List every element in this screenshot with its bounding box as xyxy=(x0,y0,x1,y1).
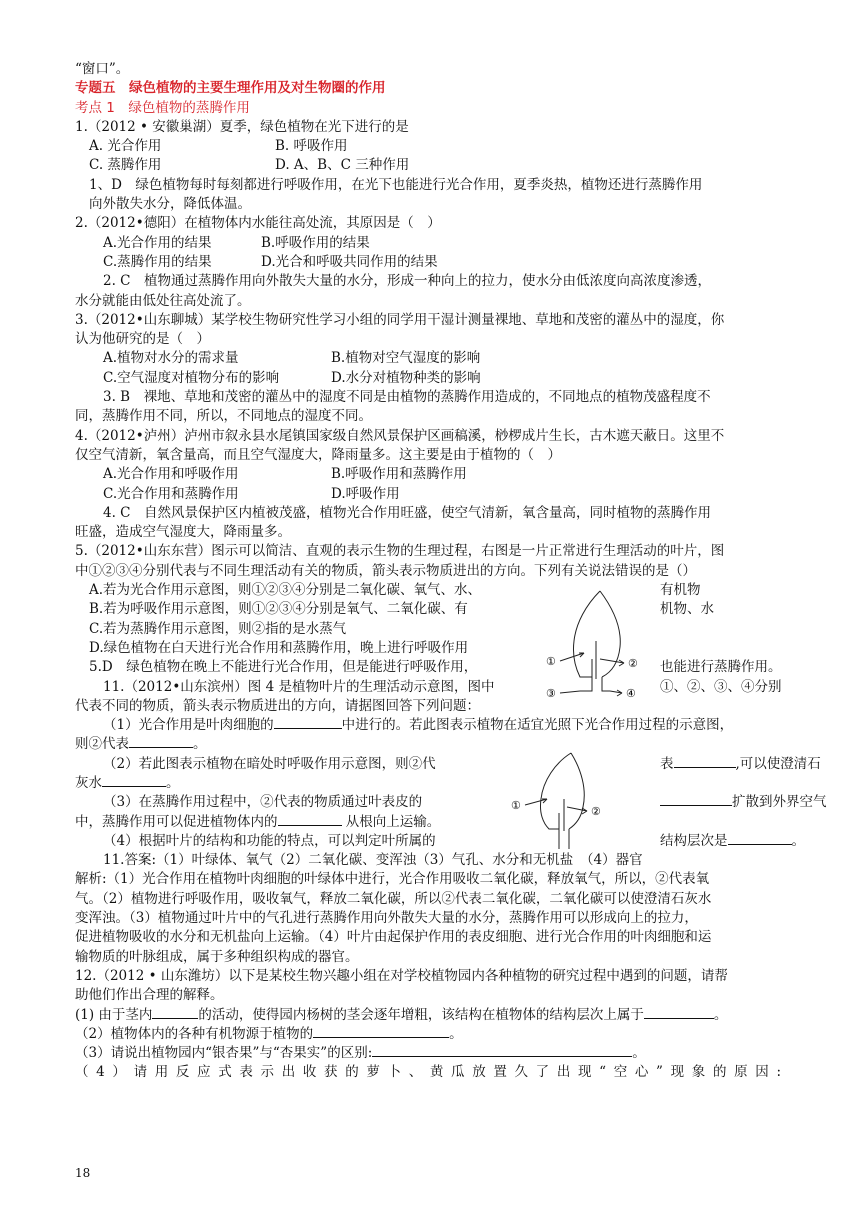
question-4-stem: 4.（2012•泸州）泸州市叙永县水尾镇国家级自然风景保护区画稿溪，桫椤成片生长，古木遮天蔽日。这里不 xyxy=(75,427,725,444)
option-c: C.光合作用和蒸腾作用 xyxy=(103,485,239,502)
option-c: C.空气湿度对植物分布的影响 xyxy=(103,369,280,386)
option-d: D.光合和呼吸共同作用的结果 xyxy=(261,253,438,270)
option-a-continued: 有机物 xyxy=(660,582,701,599)
option-a: A. 光合作用 xyxy=(89,138,162,155)
question-12-stem-cont: 助他们作出合理的解释。 xyxy=(75,987,224,1004)
question-5-option-d: D.绿色植物在白天进行光合作用和蒸腾作用，晚上进行呼吸作用 xyxy=(89,639,469,656)
question-11-explanation-5: 输物质的叶脉组成，属于多种组织构成的器官。 xyxy=(75,948,359,965)
diagram-label-1: ① xyxy=(511,798,521,812)
question-5-option-c: C.若为蒸腾作用示意图，则②指的是水蒸气 xyxy=(89,620,347,637)
question-2-options-ab xyxy=(75,234,787,253)
question-4-answer: 4. C 自然风景保护区内植被茂盛，植物光合作用旺盛，使空气清新，氧含量高，同时植物的蒸腾作用 xyxy=(103,504,711,521)
diagram-label-1: ① xyxy=(546,655,556,669)
question-12-part-1: (1) 由于茎内 的活动，使得园内杨树的茎会逐年增粗，该结构在植物体的结构层次上属于 。 xyxy=(75,1006,728,1023)
question-5-answer: 5.D 绿色植物在晚上不能进行光合作用，但是能进行呼吸作用， 也能进行蒸腾作用。 xyxy=(75,658,787,677)
question-3-options-ab xyxy=(75,349,787,368)
option-b: B.呼吸作用的结果 xyxy=(261,234,370,251)
question-11-stem-cont: 代表不同的物质，箭头表示物质进出的方向，请据图回答下列问题： xyxy=(75,697,480,714)
question-12-part-2: （2）植物体内的各种有机物源于植物的 。 xyxy=(75,1025,463,1042)
question-5-option-a: A.若为光合作用示意图，则①②③④分别是二氧化碳、氧气、水、 有机物 xyxy=(75,581,787,600)
question-11-explanation-3: 变浑浊。（3）植物通过叶片中的气孔进行蒸腾作用向外散失大量的水分，蒸腾作用可以形成向上的拉力， xyxy=(75,910,698,927)
question-11-answer: 11.答案:（1）叶绿体、氧气（2）二氧化碳、变浑浊（3）气孔、水分和无机盐 （4）器官 xyxy=(103,852,643,869)
question-11-part-3: （3）在蒸腾作用过程中，②代表的物质通过叶表皮的 扩散到外界空气 xyxy=(103,794,827,811)
question-2-answer: 2. C 植物通过蒸腾作用向外散失大量的水分，形成一种向上的拉力，使水分由低浓度向高浓度渗透， xyxy=(103,273,711,290)
question-2-stem: 2.（2012•德阳）在植物体内水能往高处流，其原因是（ ） xyxy=(75,215,441,232)
question-11-explanation-4: 促进植物吸收的水分和无机盐向上运输。（4）叶片由起保护作用的表皮细胞、进行光合作用的叶肉细胞和运 xyxy=(75,929,712,946)
question-1-answer: 1、D 绿色植物每时每刻都进行呼吸作用，在光下也能进行光合作用，夏季炎热，植物还进行蒸腾作用 xyxy=(89,176,703,193)
answer-blank[interactable] xyxy=(129,735,193,748)
question-5-answer-continued: 也能进行蒸腾作用。 xyxy=(660,659,782,676)
answer-blank[interactable] xyxy=(102,774,166,787)
page-content xyxy=(75,60,827,1083)
option-a: A.光合作用和呼吸作用 xyxy=(103,466,239,483)
topic-title: 专题五 绿色植物的主要生理作用及对生物圈的作用 xyxy=(75,80,386,97)
question-3-options-cd xyxy=(75,369,787,388)
question-1-stem: 1.（2012 • 安徽巢湖）夏季，绿色植物在光下进行的是 xyxy=(75,118,409,135)
diagram-label-2: ② xyxy=(591,804,601,818)
question-3-answer: 3. B 裸地、草地和茂密的灌丛中的湿度不同是由植物的蒸腾作用造成的，不同地点的植物茂盛程度不 xyxy=(103,389,711,406)
answer-blank[interactable] xyxy=(644,1006,714,1019)
question-5-option-b: B.若为呼吸作用示意图，则①②③④分别是氧气、二氧化碳、有 机物、水 xyxy=(75,600,787,619)
question-11-part-3-cont: 中，蒸腾作用可以促进植物体内的 从根向上运输。 xyxy=(75,813,441,830)
leaf-diagram-2 xyxy=(507,749,611,853)
page-number: 18 xyxy=(75,1166,91,1180)
question-3-answer-cont: 同，蒸腾作用不同，所以，不同地点的湿度不同。 xyxy=(75,408,372,425)
option-a: A.光合作用的结果 xyxy=(103,234,212,251)
question-5-stem-cont: 中①②③④分别代表与不同生理活动有关的物质，箭头表示物质进出的方向。下列有关说法错误的是（） xyxy=(75,562,696,579)
text-line: “窗口”。 xyxy=(75,61,130,77)
question-11-part-2: （2）若此图表示植物在暗处时呼吸作用示意图，则②代 表 ,可以使澄清石 xyxy=(103,755,821,772)
question-11-diagram-block xyxy=(75,755,827,851)
question-11-stem: 11.（2012•山东滨州）图 4 是植物叶片的生理活动示意图，图中 ①、②、③、④分别 xyxy=(75,678,787,697)
option-d: D.呼吸作用 xyxy=(331,485,400,502)
option-b: B.植物对空气湿度的影响 xyxy=(331,350,481,367)
point-title: 考点 1 绿色植物的蒸腾作用 xyxy=(75,99,250,116)
option-d: D. A、B、C 三种作用 xyxy=(275,157,410,174)
question-11-part-1: （1）光合作用是叶肉细胞的 中进行的。若此图表示植物在适宜光照下光合作用过程的示意图， xyxy=(103,717,734,734)
answer-blank[interactable] xyxy=(313,1025,449,1038)
question-11-part-1-cont: 则②代表 。 xyxy=(75,736,207,753)
answer-blank[interactable] xyxy=(152,1006,198,1019)
question-1-options-ab xyxy=(75,137,787,156)
answer-blank[interactable] xyxy=(278,813,342,826)
question-11-explanation-1: 解析:（1）光合作用在植物叶肉细胞的叶绿体中进行，光合作用吸收二氧化碳，释放氧气，所以，②代表氧 xyxy=(75,871,710,888)
option-b-continued: 机物、水 xyxy=(660,601,714,618)
question-12-part-3: （3）请说出植物园内“银杏果”与“杏果实”的区别: 。 xyxy=(75,1045,646,1062)
answer-blank[interactable] xyxy=(674,755,736,768)
question-3-stem: 3.（2012•山东聊城）某学校生物研究性学习小组的同学用干湿计测量裸地、草地和茂密的灌丛中的湿度，你 xyxy=(75,311,725,328)
question-11-explanation-2: 气。（2）植物进行呼吸作用，吸收氧气，释放二氧化碳，所以②代表二氧化碳，二氧化碳可以使澄清石灰水 xyxy=(75,890,712,907)
question-11-stem-right: ①、②、③、④分别 xyxy=(660,678,782,695)
question-12-part-4: （4）请用反应式表示出收获的萝卜、黄瓜放置久了出现“空心”现象的原因: xyxy=(75,1064,787,1081)
question-12-stem: 12.（2012 • 山东潍坊）以下是某校生物兴趣小组在对学校植物园内各种植物的研究过程中遇到的问题，请帮 xyxy=(75,967,728,984)
option-b: B.呼吸作用和蒸腾作用 xyxy=(331,466,467,483)
question-11-part-2-cont: 灰水 。 xyxy=(75,774,180,791)
answer-blank[interactable] xyxy=(372,1044,632,1057)
option-b: B. 呼吸作用 xyxy=(275,138,348,155)
diagram-label-2: ② xyxy=(628,657,638,671)
question-3-stem-cont: 认为他研究的是（ ） xyxy=(75,331,210,348)
question-1-answer-cont: 向外散失水分，降低体温。 xyxy=(89,196,251,213)
question-4-options-cd xyxy=(75,485,787,504)
question-4-stem-cont: 仅空气清新，氧含量高，而且空气湿度大，降雨量多。这主要是由于植物的（ ） xyxy=(75,446,561,463)
question-11-part-4: （4）根据叶片的结构和功能的特点，可以判定叶所属的 结构层次是 。 xyxy=(103,832,805,849)
question-2-options-cd xyxy=(75,253,787,272)
question-4-answer-cont: 旺盛，造成空气湿度大，降雨量多。 xyxy=(75,524,291,541)
question-2-answer-cont: 水分就能由低处往高处流了。 xyxy=(75,292,251,309)
answer-blank[interactable] xyxy=(660,793,732,806)
diagram-label-3: ③ xyxy=(546,687,556,701)
option-a: A.植物对水分的需求量 xyxy=(103,350,239,367)
question-1-options-cd xyxy=(75,156,787,175)
diagram-label-4: ④ xyxy=(626,687,636,701)
answer-blank[interactable] xyxy=(274,716,342,729)
option-c: C.蒸腾作用的结果 xyxy=(103,253,212,270)
question-5-stem: 5.（2012•山东东营）图示可以简洁、直观的表示生物的生理过程，右图是一片正常进行生理活动的叶片，图 xyxy=(75,543,725,560)
option-c: C. 蒸腾作用 xyxy=(89,157,162,174)
option-d: D.水分对植物种类的影响 xyxy=(331,369,481,386)
question-4-options-ab xyxy=(75,465,787,484)
answer-blank[interactable] xyxy=(728,832,788,845)
